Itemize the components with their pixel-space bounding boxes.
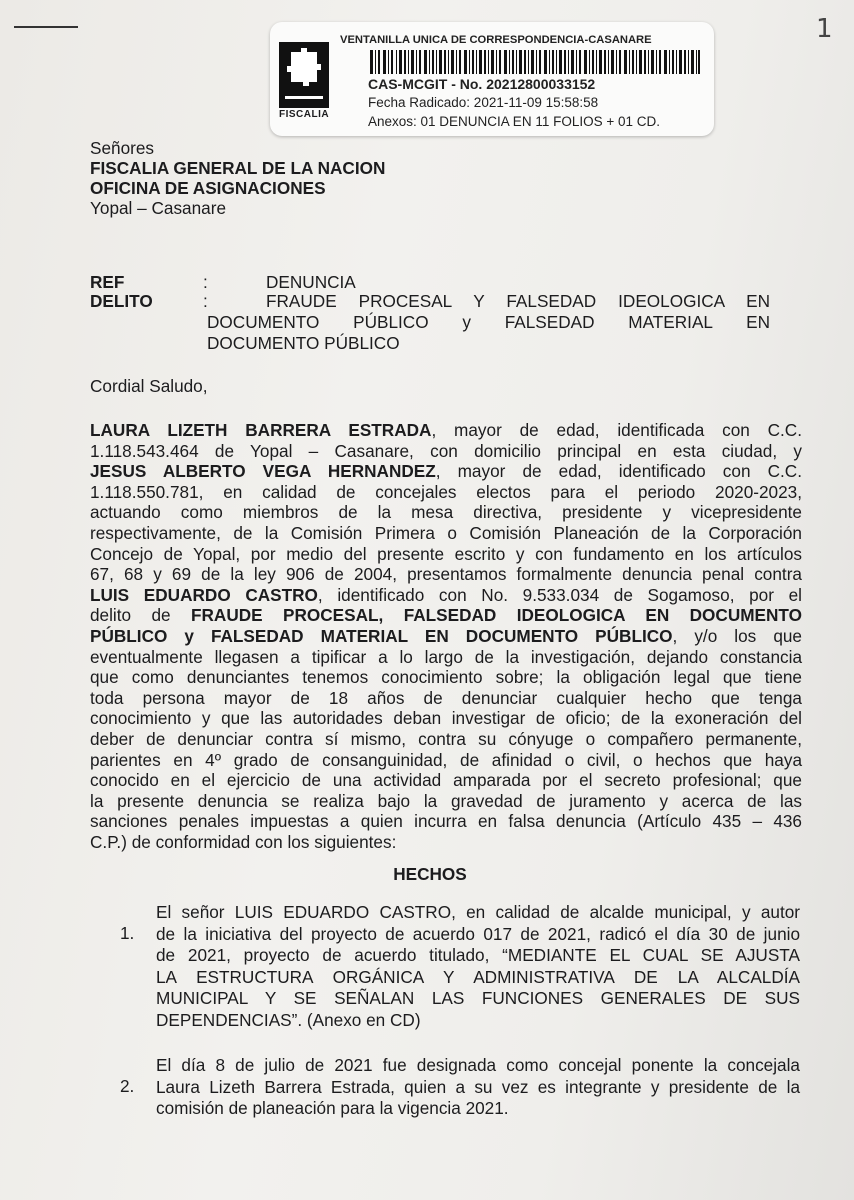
barcode — [370, 50, 700, 74]
body-line — [90, 647, 802, 668]
body-line — [90, 688, 802, 709]
body-line — [90, 770, 802, 791]
radication-date: Fecha Radicado: 2021-11-09 15:58:58 — [368, 95, 599, 110]
annexes: Anexos: 01 DENUNCIA EN 11 FOLIOS + 01 CD. — [368, 114, 660, 129]
ref-label: REF — [90, 272, 125, 292]
item-line: El señor LUIS EDUARDO CASTRO, en calidad de alcalde municipal, y autor — [156, 902, 800, 922]
item-line: comisión de planeación para la vigencia 2021. — [156, 1098, 509, 1118]
item-line: de 2021, proyecto de acuerdo titulado, “MEDIANTE EL CUAL SE AJUSTA — [156, 945, 800, 965]
item-line: El día 8 de julio de 2021 fue designada como concejal ponente la concejala — [156, 1055, 800, 1075]
radication-number: CAS-MCGIT - No. 20212800033152 — [368, 76, 596, 92]
recipient-office: OFICINA DE ASIGNACIONES — [90, 178, 326, 198]
text: conocido en el ejercicio de una actividad amparada por el secreto profesional; que — [90, 770, 802, 791]
hechos-title: HECHOS — [393, 864, 467, 884]
body-line — [90, 544, 802, 565]
text: la presente denuncia se realiza bajo la gravedad de juramento y acerca de las — [90, 790, 802, 811]
body-line — [90, 482, 802, 503]
delito-label: DELITO — [90, 291, 153, 311]
text: 1.118.550.781, en calidad de concejales electos para el periodo 2020-2023, — [90, 481, 802, 502]
recipient-block — [90, 138, 802, 218]
text: deber de denunciar contra sí mismo, contra su cónyuge o compañero permanente, — [90, 728, 802, 749]
body-paragraph — [90, 420, 802, 852]
body-line — [90, 832, 802, 853]
recipient-org: FISCALIA GENERAL DE LA NACION — [90, 158, 386, 178]
text: actuando como miembros de la mesa directiva, presidente y vicepresidente — [90, 502, 802, 523]
bold-text: FRAUDE PROCESAL, FALSEDAD IDEOLOGICA EN DOCUMENTO — [191, 605, 802, 626]
body-line — [90, 708, 802, 729]
body-line — [90, 502, 802, 523]
body-line — [90, 811, 802, 832]
body-line — [90, 461, 802, 482]
text: , mayor de edad, identificado con C.C. — [435, 461, 802, 482]
delito-line-2: DOCUMENTO PÚBLICO y FALSEDAD MATERIAL EN — [207, 312, 770, 332]
body-line — [90, 667, 802, 688]
text: toda persona mayor de 18 años de denunciar cualquier hecho que tenga — [90, 687, 802, 708]
text: que como denunciantes tenemos conocimiento sobre; la obligación legal que tiene — [90, 667, 802, 688]
body-line — [90, 750, 802, 771]
text: 1.118.543.464 de Yopal – Casanare, con domicilio principal en esta ciudad, y — [90, 440, 802, 461]
item-line: de la iniciativa del proyecto de acuerdo 017 de 2021, radicó el día 30 de junio — [156, 923, 800, 944]
fiscalia-logo — [279, 42, 329, 124]
text: parientes en 4º grado de consanguinidad, de afinidad o civil, o hechos que haya — [90, 749, 802, 770]
text: , y/o los que — [672, 625, 802, 646]
body-line — [90, 523, 802, 544]
body-line — [90, 626, 802, 647]
text: respectivamente, de la Comisión Primera o Comisión Planeación de la Corporación — [90, 522, 802, 543]
item-line: LA ESTRUCTURA ORGÁNICA Y ADMINISTRATIVA DE LA ALCALDÍA — [156, 966, 800, 987]
item-number: 1. — [120, 923, 135, 943]
bold-text: PÚBLICO y FALSEDAD MATERIAL EN DOCUMENTO PÚBLICO — [90, 625, 673, 646]
text: delito de — [90, 605, 192, 626]
page-number: 1 — [816, 14, 833, 44]
item-line: MUNICIPAL Y SE SEÑALAN LAS FUNCIONES GENERALES DE SUS — [156, 988, 800, 1008]
ref-value: DENUNCIA — [266, 272, 356, 292]
text: sanciones penales impuestas a quien incurra en falsa denuncia (Artículo 435 – 436 — [90, 811, 802, 832]
bold-text: JESUS ALBERTO VEGA HERNANDEZ — [90, 461, 436, 482]
delito-line-3: DOCUMENTO PÚBLICO — [207, 333, 400, 353]
reference-block — [90, 272, 802, 362]
corner-mark — [14, 26, 78, 28]
body-line — [90, 441, 802, 462]
delito-colon: : — [203, 291, 208, 311]
body-line — [90, 585, 802, 606]
bold-text: LUIS EDUARDO CASTRO — [90, 584, 318, 605]
body-line — [90, 420, 802, 441]
text: 67, 68 y 69 de la ley 906 de 2004, presentamos formalmente denuncia penal contra — [90, 564, 802, 585]
bold-text: LAURA LIZETH BARRERA ESTRADA — [90, 420, 432, 440]
body-line — [90, 729, 802, 750]
radication-stamp — [270, 22, 714, 136]
text: , identificado con No. 9.533.034 de Sogamoso, por el — [317, 584, 802, 605]
stamp-title: VENTANILLA UNICA DE CORRESPONDENCIA-CASANARE — [340, 34, 652, 46]
text: conocimiento y que las autoridades deban investigar de oficio; de la exoneración del — [90, 708, 802, 729]
hechos-list — [120, 902, 800, 1120]
item-number: 2. — [120, 1076, 135, 1096]
body-line — [90, 605, 802, 626]
salutation: Señores — [90, 138, 155, 158]
recipient-city: Yopal – Casanare — [90, 198, 227, 218]
greeting: Cordial Saludo, — [90, 376, 208, 396]
text: eventualmente llegasen a tipificar a lo largo de la investigación, dejando constancia — [90, 646, 802, 667]
logo-label: FISCALIA — [279, 109, 330, 120]
item-line: Laura Lizeth Barrera Estrada, quien a su vez es integrante y presidente de la — [156, 1076, 800, 1097]
body-line — [90, 564, 802, 585]
delito-line-1: FRAUDE PROCESAL Y FALSEDAD IDEOLOGICA EN — [266, 291, 770, 311]
item-line: DEPENDENCIAS”. (Anexo en CD) — [156, 1009, 421, 1030]
body-line — [90, 791, 802, 812]
ref-colon: : — [203, 272, 208, 292]
text: C.P.) de conformidad con los siguientes: — [90, 831, 397, 852]
hechos-item — [120, 1055, 800, 1120]
text: Concejo de Yopal, por medio del presente escrito y con fundamento en los artículos — [90, 543, 802, 564]
hechos-item — [120, 902, 800, 1031]
text: , mayor de edad, identificada con C.C. — [431, 420, 802, 440]
